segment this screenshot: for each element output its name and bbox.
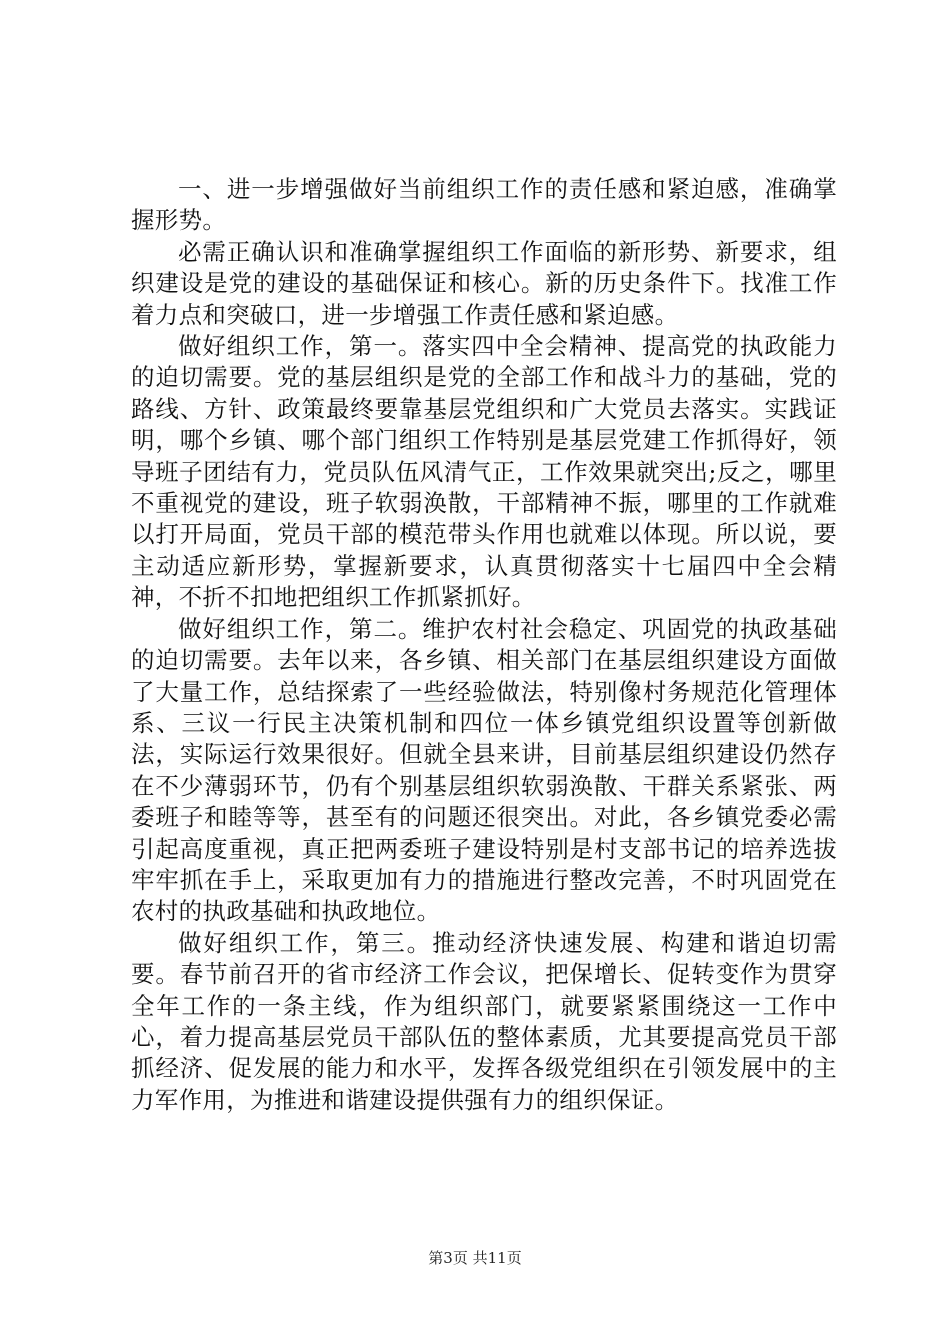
page-number: 第3页 [428,1249,468,1267]
body-paragraph: 做好组织工作，第三。推动经济快速发展、构建和谐迫切需要。春节前召开的省市经济工作会议，把保增长、促转变作为贯穿全年工作的一条主线，作为组织部门，就要紧紧围绕这一工作中心，着力提高基层党员干部队伍的整体素质，尤其要提高党员干部抓经济、促发展的能力和水平，发挥各级党组织在引领发展中的主力军作用，为推进和谐建设提供强有力的组织保证。 [131,928,837,1114]
page-footer [0,1248,950,1268]
section-heading-paragraph: 一、进一步增强做好当前组织工作的责任感和紧迫感，准确掌握形势。 [131,175,837,235]
page-total: 共11页 [472,1249,522,1267]
body-paragraph: 做好组织工作，第二。维护农村社会稳定、巩固党的执政基础的迫切需要。去年以来，各乡镇、相关部门在基层组织建设方面做了大量工作，总结探索了一些经验做法，特别像村务规范化管理体系、三议一行民主决策机制和四位一体乡镇党组织设置等创新做法，实际运行效果很好。但就全县来讲，目前基层组织建设仍然存在不少薄弱环节，仍有个别基层组织软弱涣散、干群关系紧张、两委班子和睦等等，甚至有的问题还很突出。对此，各乡镇党委必需引起高度重视，真正把两委班子建设特别是村支部书记的培养选拔牢牢抓在手上，采取更加有力的措施进行整改完善，不时巩固党在农村的执政基础和执政地位。 [131,614,837,926]
document-body [131,174,837,1116]
body-paragraph: 必需正确认识和准确掌握组织工作面临的新形势、新要求，组织建设是党的建设的基础保证和核心。新的历史条件下。找准工作着力点和突破口，进一步增强工作责任感和紧迫感。 [131,237,837,329]
body-paragraph: 做好组织工作，第一。落实四中全会精神、提高党的执政能力的迫切需要。党的基层组织是党的全部工作和战斗力的基础，党的路线、方针、政策最终要靠基层党组织和广大党员去落实。实践证明，哪个乡镇、哪个部门组织工作特别是基层党建工作抓得好，领导班子团结有力，党员队伍风清气正，工作效果就突出;反之，哪里不重视党的建设，班子软弱涣散，干部精神不振，哪里的工作就难以打开局面，党员干部的模范带头作用也就难以体现。所以说，要主动适应新形势，掌握新要求，认真贯彻落实十七届四中全会精神，不折不扣地把组织工作抓紧抓好。 [131,332,837,612]
